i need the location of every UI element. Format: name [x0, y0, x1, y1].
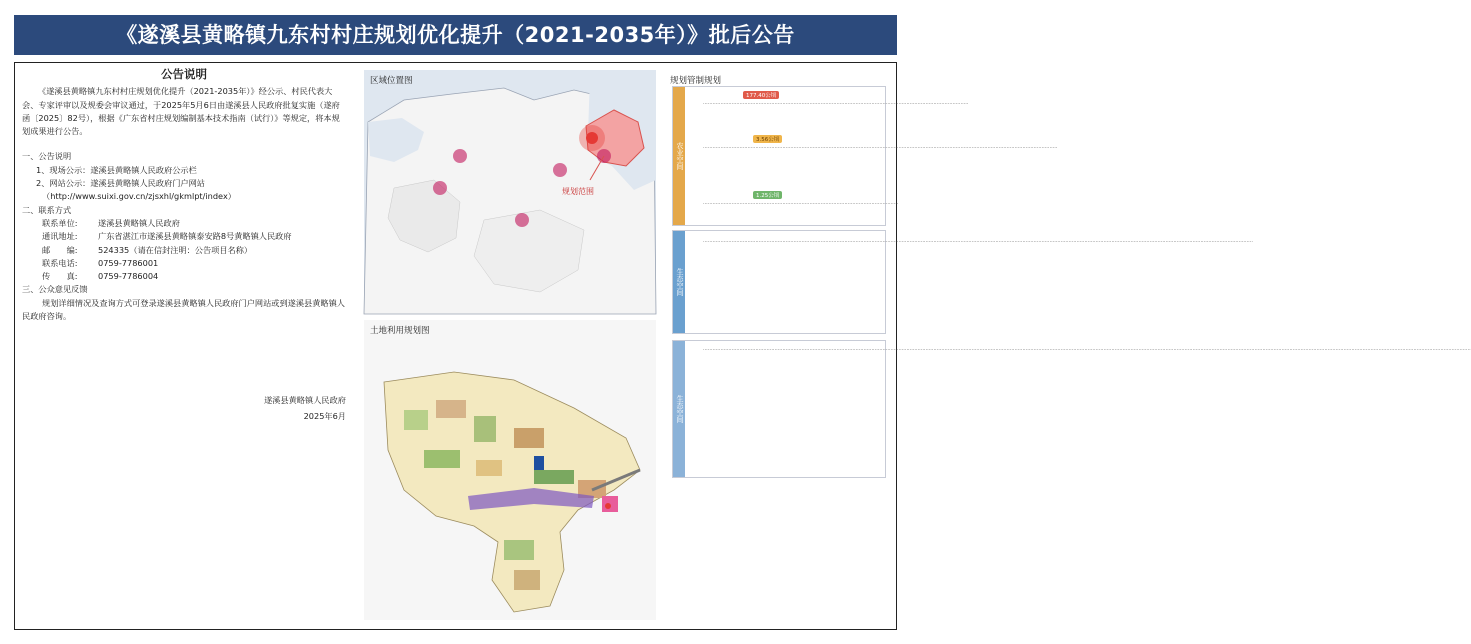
contact-zip [22, 244, 350, 257]
contact-value: 524335（请在信封注明：公告项目名称） [98, 244, 253, 255]
notice-panel [18, 66, 350, 626]
management-agri [672, 86, 1058, 226]
page-title: 《遂溪县黄略镇九东村村庄规划优化提升（2021-2035年）》批后公告 [14, 15, 897, 55]
signature [264, 392, 346, 424]
location-map [364, 70, 656, 314]
planning-range-label: 规划范围 [562, 187, 594, 196]
contact-label: 传 真: [42, 271, 78, 282]
section-announcement [18, 150, 350, 203]
landuse-map [364, 320, 656, 620]
section-side: 生态空间 [673, 231, 685, 333]
contact-label: 联系单位: [42, 217, 78, 228]
location-map-label: 区域位置图 [370, 76, 413, 86]
notice-intro: 《遂溪县黄略镇九东村村庄规划优化提升（2021-2035年）》经公示、村民代表大会、专家评审以及规委会审议通过，于2025年5月6日由遂溪县人民政府批复实施（遂府函〔2025〕82号），根据《广东省村庄规划编制基本技术指南（试行）》等规定，将本规划成果进行公告。 [22, 86, 340, 137]
management-eco-2 [672, 340, 1471, 478]
contact-label: 邮 编: [42, 244, 78, 255]
landuse-map-label: 土地利用规划图 [370, 326, 430, 336]
contact-value: 广东省湛江市遂溪县黄略镇泰安路8号黄略镇人民政府 [98, 231, 292, 242]
section-side: 生态空间 [673, 341, 685, 477]
management-title: 规划管制规划 [670, 76, 722, 86]
highlight-area: 1.25公顷 [753, 191, 782, 199]
section-title: 三、公众意见反馈 [22, 284, 88, 295]
contact-fax [22, 270, 350, 283]
contact-label: 通讯地址: [42, 231, 78, 242]
signature-org: 遂溪县黄略镇人民政府 [264, 395, 346, 405]
section-title: 一、公告说明 [22, 151, 72, 162]
location-map-svg [364, 70, 656, 314]
management-text: ······································································································································································· [703, 101, 969, 107]
signature-date: 2025年6月 [303, 411, 346, 421]
onsite-notice: 1、现场公示：遂溪县黄略镇人民政府公示栏 [36, 164, 197, 175]
contact-value: 遂溪县黄略镇人民政府 [98, 217, 180, 228]
contact-unit [22, 217, 350, 230]
landuse-map-svg [364, 320, 656, 620]
management-eco [672, 230, 1253, 334]
section-side: 农业空间 [673, 87, 685, 225]
contact-label: 联系电话: [42, 257, 78, 268]
notice-heading: 公告说明 [161, 67, 207, 81]
contact-phone [22, 257, 350, 270]
management-text: ··································································································································································································································································································································································································································································································· [703, 347, 1471, 353]
section-contact [18, 204, 350, 284]
contact-value: 0759-7786004 [98, 271, 159, 282]
contact-address [22, 230, 350, 243]
feedback-text: 规划详细情况及查询方式可登录遂溪县黄略镇人民政府门户网站或到遂溪县黄略镇人民政府咨询。 [22, 297, 345, 322]
section-feedback [18, 283, 350, 323]
highlight-area: 3.56公顷 [753, 135, 782, 143]
highlight-area: 177.40公顷 [743, 91, 779, 99]
management-text: ·························································································································································································································································································································································· [703, 239, 1253, 245]
management-text: ··························································································································· [703, 201, 899, 207]
contact-value: 0759-7786001 [98, 257, 159, 268]
section-title: 二、联系方式 [22, 204, 72, 215]
website-notice: 2、网站公示：遂溪县黄略镇人民政府门户网站 [36, 178, 205, 189]
management-text: ······························································································································································································································· [703, 145, 1058, 151]
website-url-link[interactable]: （http://www.suixi.gov.cn/zjsxhl/gkmlpt/index） [42, 191, 236, 202]
